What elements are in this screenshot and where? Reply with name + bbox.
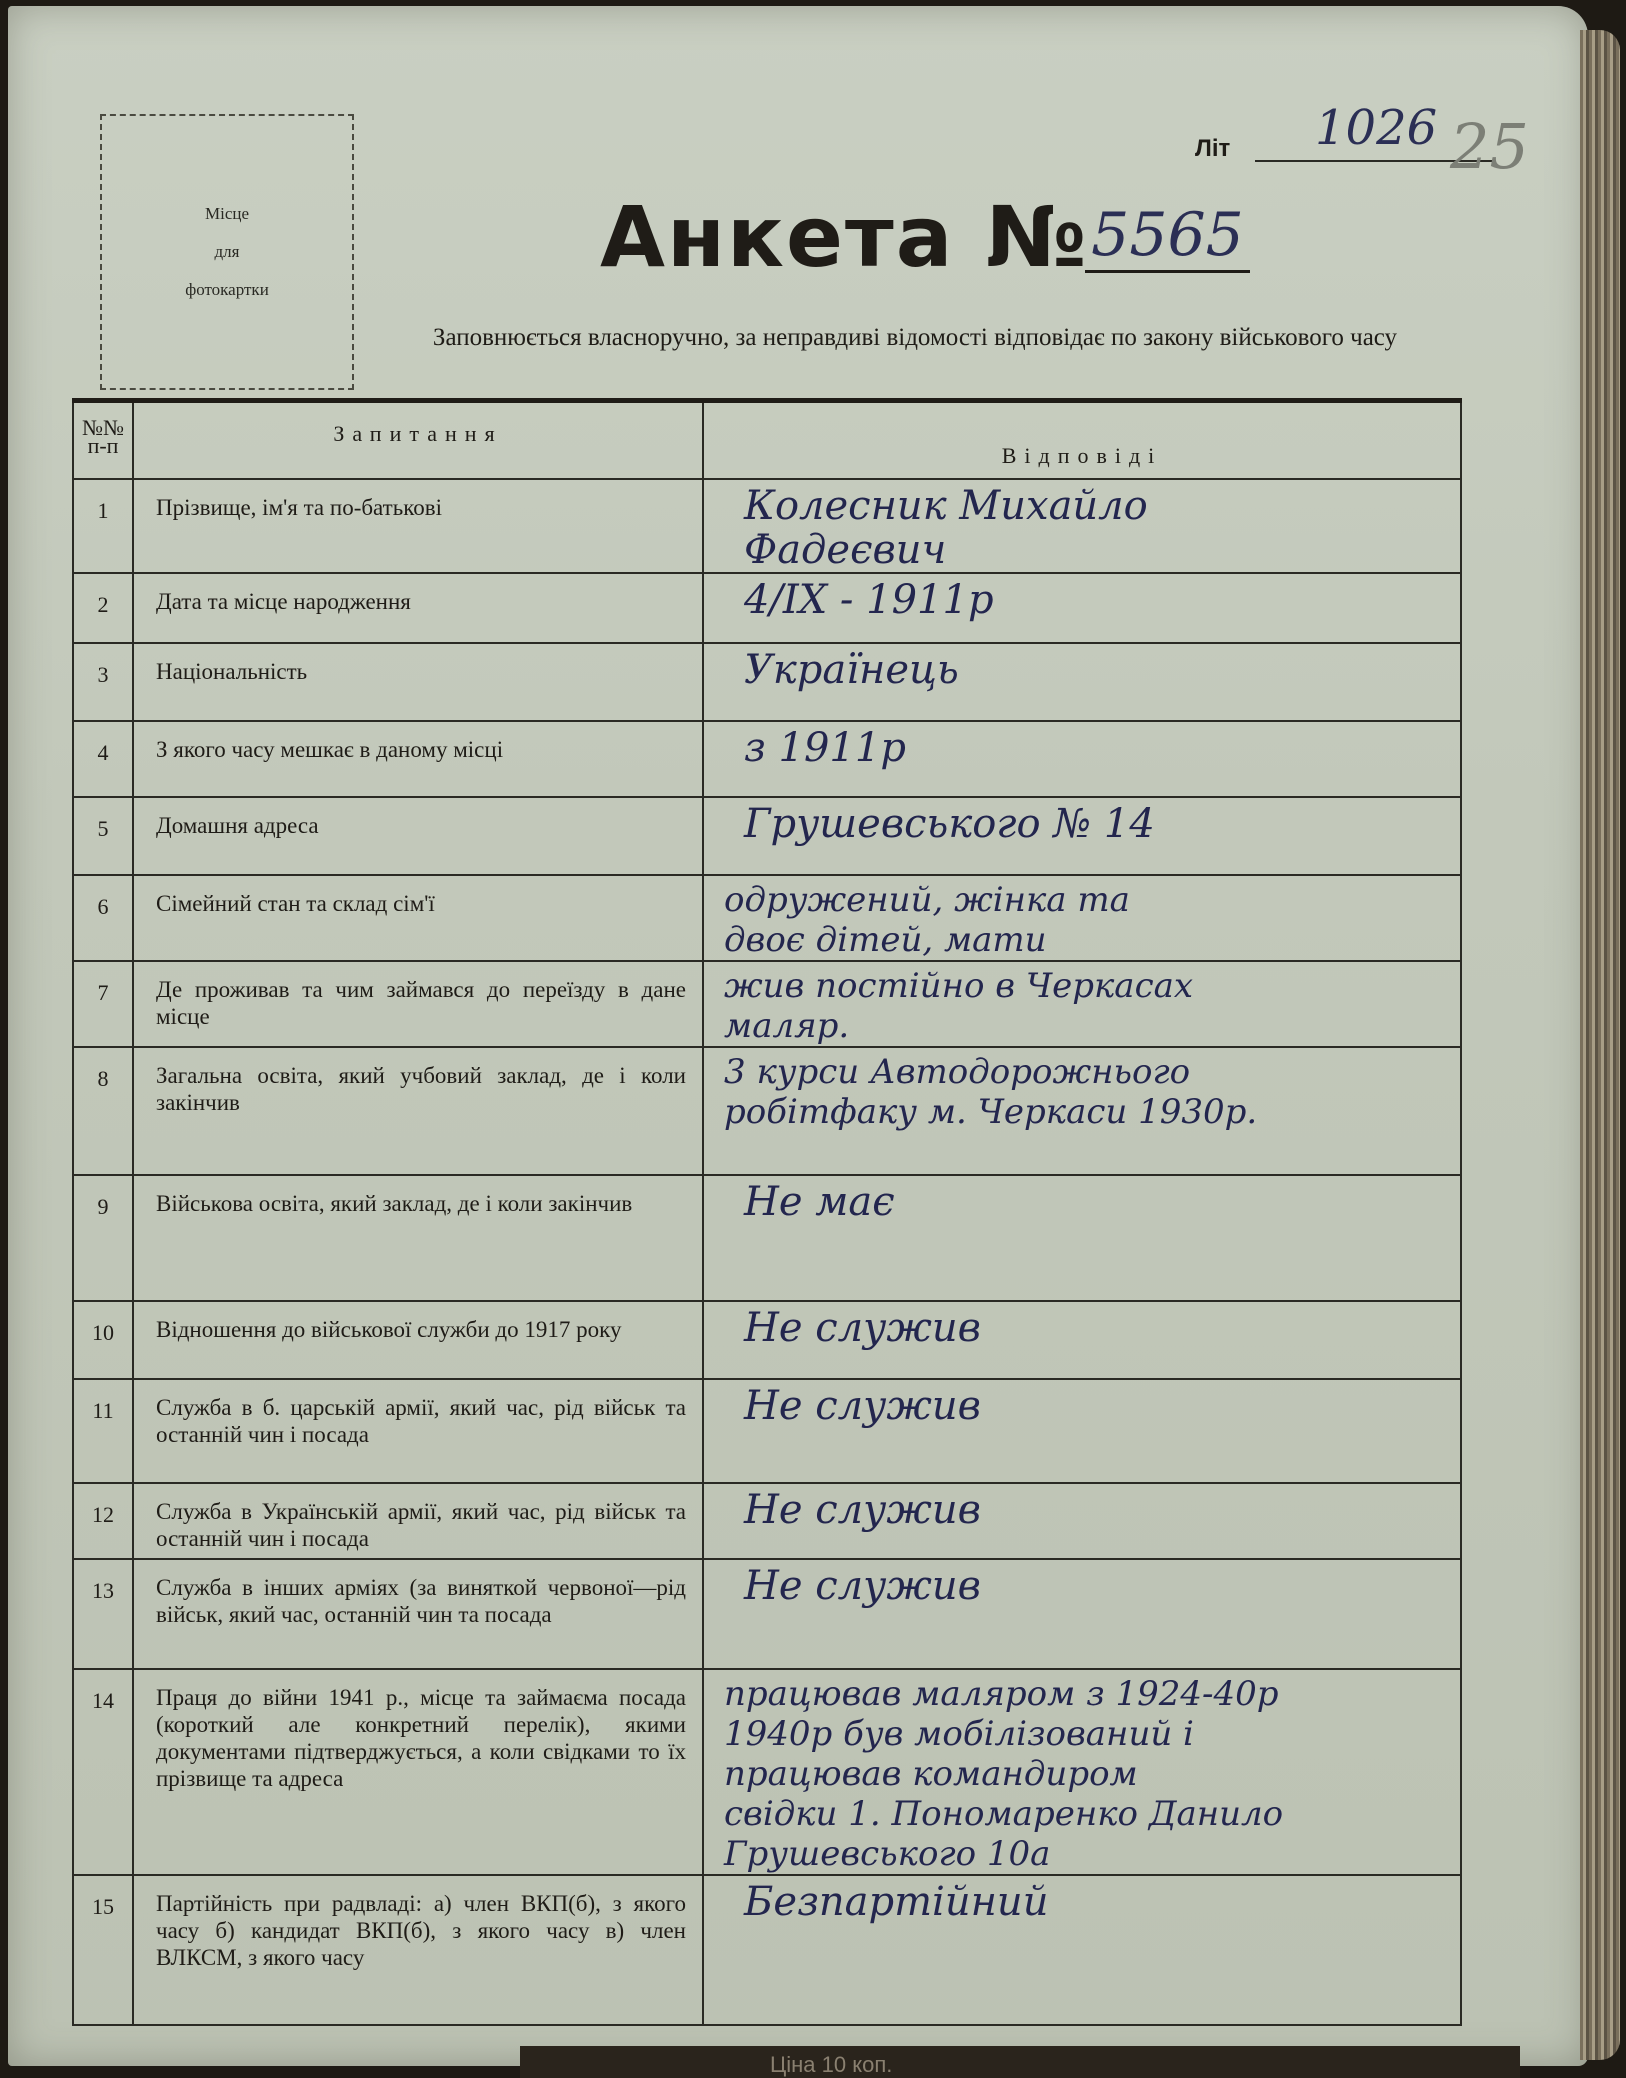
table-row [73, 643, 1461, 721]
answer-line: Не служив [744, 1486, 981, 1533]
row-answer [703, 573, 1461, 643]
row-number: 8 [73, 1047, 133, 1175]
row-number: 9 [73, 1175, 133, 1301]
answer-line: працював командиром [724, 1753, 1138, 1794]
answer-line: 3 курси Автодорожнього [724, 1051, 1191, 1092]
answer-line: Не має [744, 1178, 895, 1225]
answer-line: Безпартійний [744, 1878, 1049, 1925]
answer-line: робітфаку м. Черкаси 1930р. [724, 1091, 1258, 1132]
row-answer [703, 1379, 1461, 1483]
answer-line: 4/IX - 1911р [744, 576, 994, 623]
row-question: Служба в Українській армії, який час, рід військ та останній чин і посада [133, 1483, 703, 1559]
row-number: 7 [73, 961, 133, 1047]
row-number: 4 [73, 721, 133, 797]
answer-line: з 1911р [744, 724, 906, 771]
answer-line: одружений, жінка та [724, 879, 1130, 920]
table-row [73, 1047, 1461, 1175]
table-row [73, 1175, 1461, 1301]
row-answer [703, 1301, 1461, 1379]
answer-line: двоє дітей, мати [724, 919, 1047, 960]
row-answer [703, 1483, 1461, 1559]
row-question: Прізвище, ім'я та по-батькові [133, 479, 703, 573]
page-stack-edge [1580, 30, 1620, 2060]
row-number: 13 [73, 1559, 133, 1669]
table-row [73, 961, 1461, 1047]
table-row [73, 1483, 1461, 1559]
row-answer [703, 479, 1461, 573]
answer-line: 1940р був мобілізований і [724, 1713, 1194, 1754]
questionnaire-table [72, 398, 1462, 2026]
row-answer [703, 1175, 1461, 1301]
answer-line: Українець [744, 646, 959, 693]
row-question: Сімейний стан та склад сім'ї [133, 875, 703, 961]
row-question: З якого часу мешкає в даному місці [133, 721, 703, 797]
row-number: 6 [73, 875, 133, 961]
footer-stamp: Ціна 10 коп. [770, 2052, 893, 2077]
row-number: 3 [73, 643, 133, 721]
form-title: Анкета № [600, 188, 1089, 286]
row-answer [703, 797, 1461, 875]
row-number: 10 [73, 1301, 133, 1379]
table-row [73, 721, 1461, 797]
row-question: Служба в б. царській армії, який час, рід військ та останній чин і посада [133, 1379, 703, 1483]
row-question: Дата та місце народження [133, 573, 703, 643]
photo-label-1: Місце [204, 204, 250, 223]
row-answer [703, 1559, 1461, 1669]
row-answer [703, 961, 1461, 1047]
row-question: Військова освіта, який заклад, де і коли закінчив [133, 1175, 703, 1301]
row-question: Праця до війни 1941 р., місце та займаєма посада (короткий але конкретний перелік), якими документами підтверджується, а коли свідками то їх прізвище та адреса [133, 1669, 703, 1875]
answer-line: свідки 1. Пономаренко Данило [724, 1793, 1284, 1834]
row-question: Загальна освіта, який учбовий заклад, де і коли закінчив [133, 1047, 703, 1175]
answer-line: Не служив [744, 1562, 981, 1609]
row-question: Домашня адреса [133, 797, 703, 875]
row-number: 2 [73, 573, 133, 643]
row-answer [703, 1875, 1461, 2025]
table-row [73, 797, 1461, 875]
row-answer [703, 643, 1461, 721]
table-row [73, 1559, 1461, 1669]
header-answer: Відповіді [703, 401, 1461, 479]
table-row [73, 1301, 1461, 1379]
row-number: 11 [73, 1379, 133, 1483]
answer-line: Не служив [744, 1304, 981, 1351]
row-number: 15 [73, 1875, 133, 2025]
header-number: №№ п-п [73, 401, 133, 479]
answer-line: Не служив [744, 1382, 981, 1429]
photo-label-2: для [214, 242, 240, 261]
answer-line: Колесник Михайло [744, 482, 1148, 529]
answer-line: Грушевського 10а [724, 1833, 1051, 1874]
photo-placeholder [100, 114, 354, 390]
lit-label: Літ [1195, 135, 1231, 162]
row-number: 1 [73, 479, 133, 573]
answer-line: маляр. [724, 1005, 850, 1046]
form-number: 5565 [1085, 200, 1250, 273]
answer-line: Грушевського № 14 [744, 800, 1155, 847]
row-question: Партійність при радвладі: а) член ВКП(б), з якого часу б) кандидат ВКП(б), з якого часу в) член ВЛКСМ, з якого часу [133, 1875, 703, 2025]
answer-line: працював маляром з 1924-40р [724, 1673, 1279, 1714]
row-question: Де проживав та чим займався до переїзду в дане місце [133, 961, 703, 1047]
row-question: Служба в інших арміях (за виняткой червоної—рід військ, який час, останній чин та посада [133, 1559, 703, 1669]
page-bottom-edge [520, 2046, 1520, 2078]
table-row [73, 1875, 1461, 2025]
row-question: Відношення до військової служби до 1917 року [133, 1301, 703, 1379]
row-number: 12 [73, 1483, 133, 1559]
form-subtitle: Заповнюється власноручно, за неправдиві відомості відповідає по закону військового часу [432, 324, 1398, 351]
row-number: 5 [73, 797, 133, 875]
table-row [73, 1379, 1461, 1483]
corner-number: 25 [1450, 110, 1529, 183]
table-row [73, 479, 1461, 573]
row-question: Національність [133, 643, 703, 721]
table-row [73, 1669, 1461, 1875]
row-number: 14 [73, 1669, 133, 1875]
row-answer [703, 721, 1461, 797]
answer-line: Фадеєвич [744, 526, 947, 573]
table-row [73, 875, 1461, 961]
row-answer [703, 875, 1461, 961]
answer-line: жив постійно в Черкасах [724, 965, 1194, 1006]
photo-label-3: фотокартки [185, 280, 269, 299]
table-row [73, 573, 1461, 643]
row-answer [703, 1669, 1461, 1875]
row-answer [703, 1047, 1461, 1175]
header-question: Запитання [133, 401, 703, 479]
lit-value: 1026 [1315, 100, 1438, 156]
